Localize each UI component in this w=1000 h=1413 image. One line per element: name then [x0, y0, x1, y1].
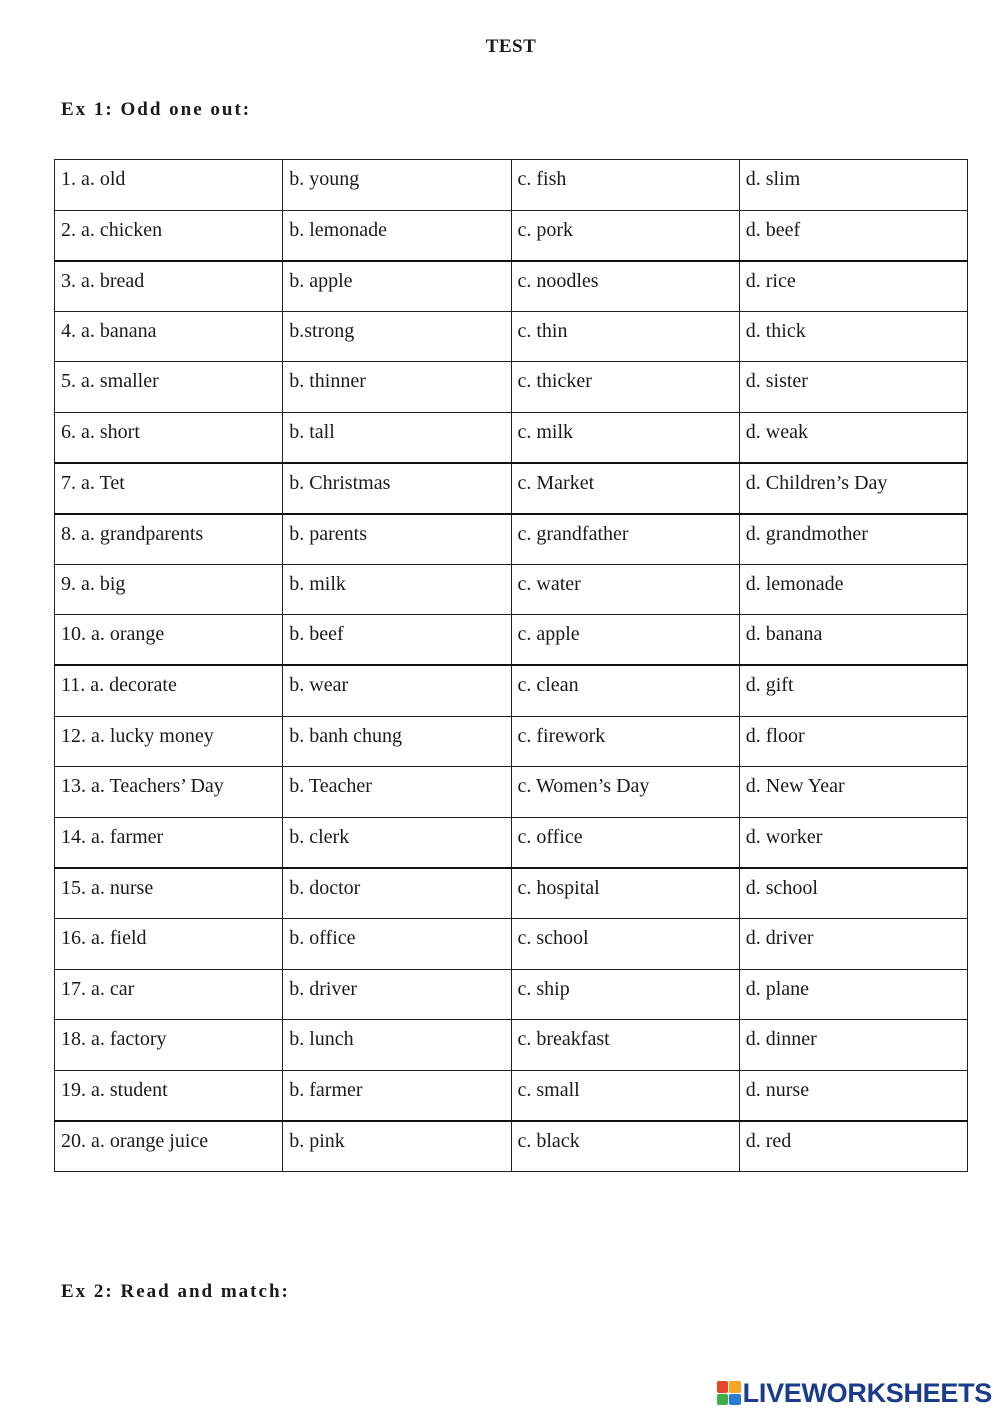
option-cell: 17. a. car	[55, 969, 283, 1020]
option-cell: c. thin	[511, 311, 739, 362]
option-cell: c. pork	[511, 210, 739, 261]
option-cell: c. Market	[511, 463, 739, 514]
option-cell: 9. a. big	[55, 564, 283, 615]
option-cell: c. fish	[511, 160, 739, 211]
option-cell: d. slim	[739, 160, 967, 211]
option-cell: 5. a. smaller	[55, 362, 283, 413]
logo-mark-icon	[717, 1381, 741, 1405]
option-cell: b. driver	[283, 969, 511, 1020]
liveworksheets-logo	[717, 1378, 992, 1408]
option-cell: 3. a. bread	[55, 261, 283, 312]
option-cell: 12. a. lucky money	[55, 716, 283, 767]
option-cell: d. dinner	[739, 1020, 967, 1071]
option-cell: d. beef	[739, 210, 967, 261]
option-cell: 20. a. orange juice	[55, 1121, 283, 1172]
option-cell: d. lemonade	[739, 564, 967, 615]
table-row	[55, 716, 968, 767]
option-cell: b.strong	[283, 311, 511, 362]
option-cell: b. pink	[283, 1121, 511, 1172]
option-cell: b. milk	[283, 564, 511, 615]
option-cell: d. plane	[739, 969, 967, 1020]
table-row	[55, 514, 968, 565]
option-cell: b. lemonade	[283, 210, 511, 261]
option-cell: b. thinner	[283, 362, 511, 413]
option-cell: c. noodles	[511, 261, 739, 312]
option-cell: b. parents	[283, 514, 511, 565]
logo-square-blue	[729, 1394, 741, 1406]
option-cell: 1. a. old	[55, 160, 283, 211]
option-cell: d. New Year	[739, 767, 967, 818]
option-cell: b. beef	[283, 615, 511, 666]
option-cell: c. thicker	[511, 362, 739, 413]
option-cell: 16. a. field	[55, 918, 283, 969]
option-cell: c. firework	[511, 716, 739, 767]
option-cell: 2. a. chicken	[55, 210, 283, 261]
option-cell: d. driver	[739, 918, 967, 969]
option-cell: 14. a. farmer	[55, 817, 283, 868]
table-row	[55, 463, 968, 514]
option-cell: d. Children’s Day	[739, 463, 967, 514]
table-row	[55, 362, 968, 413]
option-cell: c. school	[511, 918, 739, 969]
logo-square-green	[717, 1394, 729, 1406]
option-cell: d. sister	[739, 362, 967, 413]
table-row	[55, 969, 968, 1020]
table-row	[55, 210, 968, 261]
option-cell: 19. a. student	[55, 1070, 283, 1121]
page-title: TEST	[485, 36, 537, 57]
option-cell: b. wear	[283, 665, 511, 716]
logo-text: LIVEWORKSHEETS	[742, 1377, 992, 1408]
table-row	[55, 1020, 968, 1071]
option-cell: d. banana	[739, 615, 967, 666]
option-cell: c. water	[511, 564, 739, 615]
table-row	[55, 615, 968, 666]
table-row	[55, 1070, 968, 1121]
option-cell: b. doctor	[283, 868, 511, 919]
option-cell: d. nurse	[739, 1070, 967, 1121]
option-cell: c. hospital	[511, 868, 739, 919]
logo-square-red	[717, 1381, 729, 1393]
option-cell: 7. a. Tet	[55, 463, 283, 514]
option-cell: d. school	[739, 868, 967, 919]
table-row	[55, 868, 968, 919]
option-cell: c. breakfast	[511, 1020, 739, 1071]
table-row	[55, 311, 968, 362]
option-cell: d. rice	[739, 261, 967, 312]
option-cell: b. young	[283, 160, 511, 211]
table-row	[55, 261, 968, 312]
option-cell: d. weak	[739, 412, 967, 463]
table-row	[55, 918, 968, 969]
exercise-2-heading: Ex 2: Read and match:	[61, 1281, 290, 1302]
option-cell: b. Teacher	[283, 767, 511, 818]
option-cell: 11. a. decorate	[55, 665, 283, 716]
table-row	[55, 160, 968, 211]
table-row	[55, 564, 968, 615]
option-cell: 8. a. grandparents	[55, 514, 283, 565]
option-cell: c. black	[511, 1121, 739, 1172]
odd-one-out-table	[54, 159, 968, 1172]
option-cell: c. milk	[511, 412, 739, 463]
option-cell: d. floor	[739, 716, 967, 767]
option-cell: b. apple	[283, 261, 511, 312]
option-cell: 15. a. nurse	[55, 868, 283, 919]
option-cell: c. Women’s Day	[511, 767, 739, 818]
table-row	[55, 665, 968, 716]
option-cell: 4. a. banana	[55, 311, 283, 362]
option-cell: c. grandfather	[511, 514, 739, 565]
option-cell: 6. a. short	[55, 412, 283, 463]
table-row	[55, 767, 968, 818]
option-cell: 10. a. orange	[55, 615, 283, 666]
option-cell: 13. a. Teachers’ Day	[55, 767, 283, 818]
option-cell: c. apple	[511, 615, 739, 666]
option-cell: c. ship	[511, 969, 739, 1020]
option-cell: d. red	[739, 1121, 967, 1172]
option-cell: b. office	[283, 918, 511, 969]
option-cell: d. thick	[739, 311, 967, 362]
option-cell: b. lunch	[283, 1020, 511, 1071]
option-cell: b. Christmas	[283, 463, 511, 514]
option-cell: b. tall	[283, 412, 511, 463]
option-cell: c. office	[511, 817, 739, 868]
table-row	[55, 1121, 968, 1172]
option-cell: b. clerk	[283, 817, 511, 868]
option-cell: c. clean	[511, 665, 739, 716]
option-cell: b. banh chung	[283, 716, 511, 767]
option-cell: d. gift	[739, 665, 967, 716]
option-cell: c. small	[511, 1070, 739, 1121]
exercise-1-heading: Ex 1: Odd one out:	[61, 99, 252, 120]
option-cell: 18. a. factory	[55, 1020, 283, 1071]
option-cell: d. grandmother	[739, 514, 967, 565]
logo-square-orange	[729, 1381, 741, 1393]
table-row	[55, 412, 968, 463]
option-cell: d. worker	[739, 817, 967, 868]
option-cell: b. farmer	[283, 1070, 511, 1121]
table-row	[55, 817, 968, 868]
